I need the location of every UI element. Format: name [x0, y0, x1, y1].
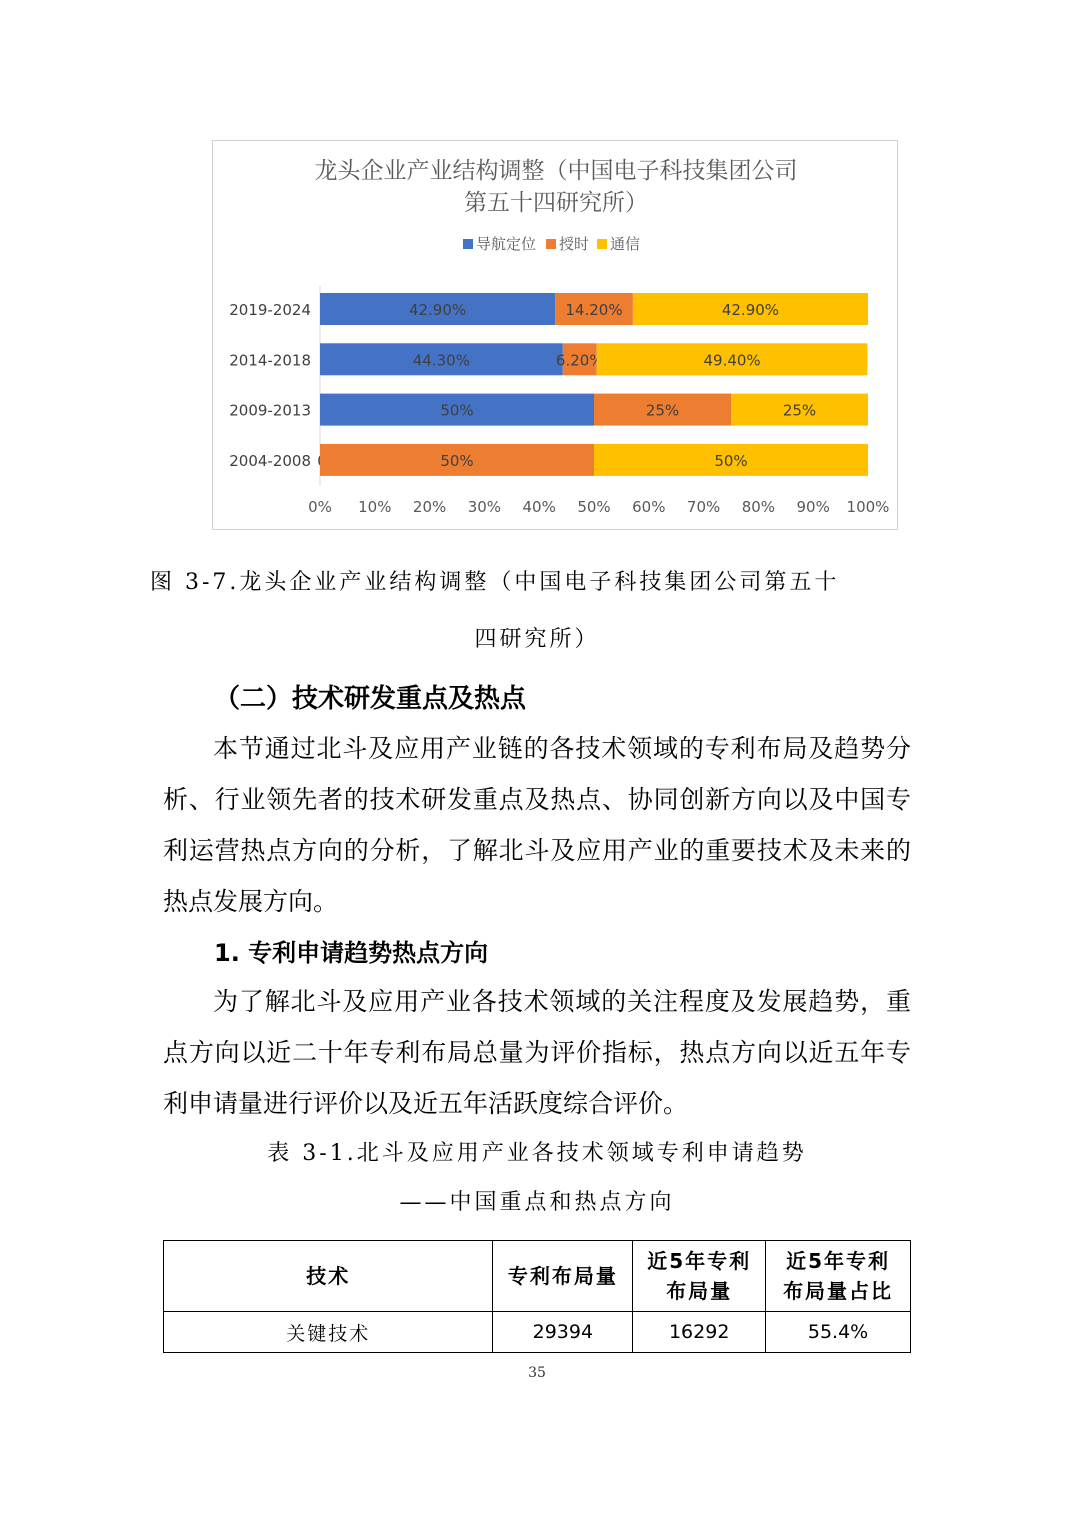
x-tick-label-0: 0% [308, 498, 332, 516]
x-tick-label-8: 80% [742, 498, 775, 516]
legend-swatch-2 [546, 239, 556, 249]
stacked-bar-chart [213, 141, 899, 531]
category-label-2019-2024: 2019-2024 [229, 301, 311, 319]
data-label-2004-2008-授时: 50% [440, 452, 473, 470]
data-label-2009-2013-通信: 25% [783, 402, 816, 420]
header-recent-ratio: 近5年专利 布局量占比 [766, 1241, 911, 1312]
table-caption-line2: ——中国重点和热点方向 [0, 1185, 1074, 1216]
header-recent-patents: 近5年专利 布局量 [633, 1241, 766, 1312]
data-label-2009-2013-授时: 25% [646, 402, 679, 420]
x-tick-label-9: 90% [797, 498, 830, 516]
header-technology: 技术 [164, 1241, 493, 1312]
x-tick-label-5: 50% [577, 498, 610, 516]
cell-recent-ratio: 55.4% [766, 1312, 911, 1353]
category-label-2004-2008: 2004-2008 [229, 452, 311, 470]
category-label-2014-2018: 2014-2018 [229, 351, 311, 369]
data-label-2019-2024-导航定位: 42.90% [409, 301, 466, 319]
category-label-2009-2013: 2009-2013 [229, 402, 311, 420]
x-tick-label-4: 40% [523, 498, 556, 516]
subheading: 1. 专利申请趋势热点方向 [214, 933, 488, 968]
paragraph-intro: 本节通过北斗及应用产业链的各技术领域的专利布局及趋势分析、行业领先者的技术研发重点及热点、协同创新方向以及中国专利运营热点方向的分析，了解北斗及应用产业的重要技术及未来的热点发展方向。 [163, 723, 911, 927]
header-total-patents: 专利布局量 [493, 1241, 633, 1312]
cell-recent-patents: 16292 [633, 1312, 766, 1353]
figure-caption-line2: 四研究所） [0, 622, 1074, 653]
table-header-row [164, 1241, 911, 1312]
x-tick-label-2: 20% [413, 498, 446, 516]
legend-label-3: 通信 [610, 235, 640, 253]
x-tick-label-10: 100% [847, 498, 890, 516]
data-label-2004-2008-通信: 50% [714, 452, 747, 470]
chart-container [212, 140, 898, 530]
data-label-2014-2018-通信: 49.40% [703, 351, 760, 369]
patent-trend-table [163, 1240, 911, 1353]
section-heading: （二）技术研发重点及热点 [214, 678, 526, 715]
cell-technology: 关键技术 [164, 1312, 493, 1353]
data-label-2014-2018-导航定位: 44.30% [413, 351, 470, 369]
table-row [164, 1312, 911, 1353]
page-number: 35 [0, 1365, 1074, 1381]
cell-total-patents: 29394 [493, 1312, 633, 1353]
data-label-2014-2018-授时: 6.20% [556, 351, 604, 369]
legend-swatch-3 [597, 239, 607, 249]
legend-label-2: 授时 [559, 235, 589, 253]
chart-title-line-2: 第五十四研究所） [464, 190, 648, 216]
legend-swatch-1 [463, 239, 473, 249]
figure-caption-line1: 图 3-7.龙头企业产业结构调整（中国电子科技集团公司第五十 [150, 565, 990, 596]
x-tick-label-7: 70% [687, 498, 720, 516]
paragraph-method: 为了解北斗及应用产业各技术领域的关注程度及发展趋势，重点方向以近二十年专利布局总量为评价指标，热点方向以近五年专利申请量进行评价以及近五年活跃度综合评价。 [163, 976, 911, 1129]
table-caption-line1: 表 3-1.北斗及应用产业各技术领域专利申请趋势 [0, 1136, 1074, 1167]
legend-label-1: 导航定位 [476, 235, 536, 253]
x-tick-label-3: 30% [468, 498, 501, 516]
x-tick-label-6: 60% [632, 498, 665, 516]
data-label-2009-2013-导航定位: 50% [440, 402, 473, 420]
x-tick-label-1: 10% [358, 498, 391, 516]
data-label-2019-2024-通信: 42.90% [722, 301, 779, 319]
data-label-2019-2024-授时: 14.20% [565, 301, 622, 319]
chart-title-line-1: 龙头企业产业结构调整（中国电子科技集团公司 [315, 158, 798, 184]
